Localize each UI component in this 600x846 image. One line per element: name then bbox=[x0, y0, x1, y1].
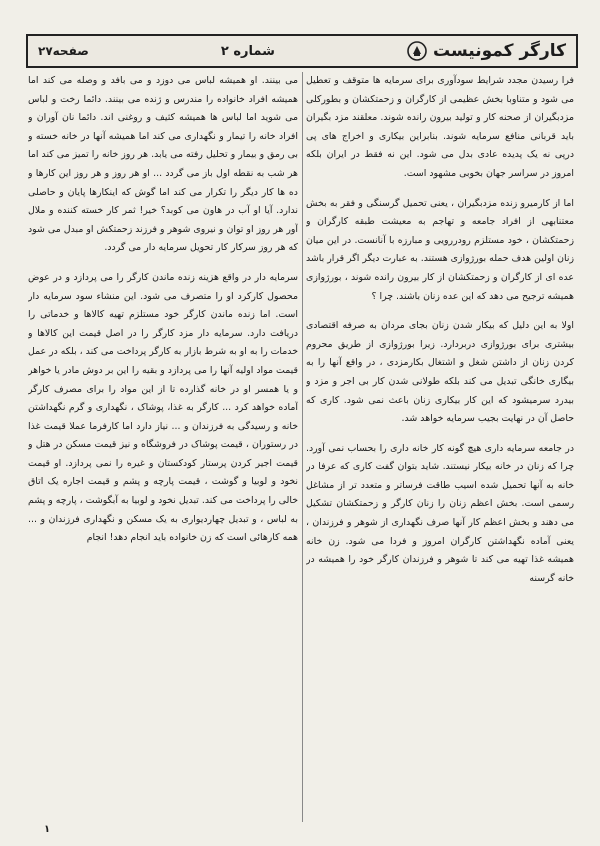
paragraph: اولا به این دلیل که بیکار شدن زنان بجای مردان به صرفه اقتصادی بیشتری برای بورژوازی دربردارد. زیرا بورژوازی از طریق محروم کردن زنان از داشتن شغل و اشتغال بکارمزدی ، در واقع آنها را به بیگاری خانگی تبدیل می کند بلکه طولانی شدن کار بی اجر و مزد و بیدرد سرمیشود که این کار بیکاری زنان باعث نمی شود. کاری که حاصل آن در نهایت بجیب سرمایه خواهد شد. bbox=[306, 320, 574, 425]
column-divider bbox=[302, 72, 303, 822]
paragraph: فرا رسیدن مجدد شرایط سودآوری برای سرمایه ها متوقف و تعطیل می شود و متناوبا بخش عظیمی از کارگران و زحمتکشان و بطورکلی مزدبگیران از صحنه کار و تولید بیرون رانده شوند. معلقند مزد بگیران باید قربانی منافع سرمایه شوند. بنابراین بیکاری و اخراج های پی درپی نه یک پدیده عادی بدل می شود. این نه فقط در ایران بلکه امروز در سراسر جهان بخوبی مشهود است. bbox=[306, 75, 574, 179]
logo-icon bbox=[407, 41, 427, 61]
footer-page-mark: ۱ bbox=[44, 824, 51, 835]
issue-number: شماره ۲ bbox=[220, 43, 275, 59]
right-column bbox=[306, 72, 574, 822]
paragraph: اما از کارمیرو زنده مزدبگیران ، یعنی تحمیل گرسنگی و فقر به بخش معتنابهی از افراد جامعه و تهاجم به معیشت طبقه کارگران و زحمتکشان ، خود مستلزم رودررویی و مبارزه با آنانست. در این میان زنان اولین هدف حمله بورژوازی هستند. به عبارت دیگر اگر قرار باشد عده ای از کارگران و زحمتکشان از کار بیرون رانده شوند ، بورژوازی همیشه ترجیح می دهد که این عده زنان باشند. چرا ؟ bbox=[306, 197, 574, 302]
publication-title bbox=[407, 41, 566, 61]
left-column bbox=[28, 72, 298, 822]
paragraph: در جامعه سرمایه داری هیچ گونه کار خانه داری را بحساب نمی آورد. چرا که زنان در خانه بیکار نیستند. شاید بتوان گفت کاری که عرفا در خانه به آنها تحمیل شده اسیب طاقت فرساتر و متعدد تر از مشاغل رسمی است. بخش اعظم زنان را زنان کارگر و زحمتکشان تشکیل می دهند و بخش اعظم کار آنها صرف نگهداری از شوهر و فرزندان ، یعنی آماده نگهداشتن کارگران امروز و فردا می شود. زن خانه همیشه غذا تهیه می کند تا شوهر و فرزندان کارگر خود را همیشه در خانه گرسنه bbox=[306, 442, 574, 584]
page-header bbox=[26, 34, 578, 68]
masthead-title: کارگر کمونیست bbox=[433, 41, 566, 61]
paragraph: می بینند. او همیشه لباس می دوزد و می بافد و وصله می کند اما همیشه افراد خانواده را مندرس و ژنده می بینند. دائما رخت و لباس می شوید اما لباس ها همیشه کثیف و روغنی اند. دائما نان آوران و افراد خانه را تیمار و نگهداری می کند اما همیشه آنها در خانه خسته و بی رمق و بیمار و تحلیل رفته می یابد. هر روز خانه را تمیز می کند اما هر شب به نقطه اول باز می گردد ... او هر روز و هر روز این کارها و ده ها کار دیگر را تکرار می کند اما گوش که اینکارها پایان و حاصلی ندارد. آیا او آب در هاون می کوبد؟ خیر! ثمر کار خسته کننده و ملال آور هر روز او توان و نیروی شوهر و فرزند زحمتکش او مبدل می شود که هر روز سرکار کار تحویل سرمایه دار می گردد. bbox=[28, 75, 298, 254]
paragraph: سرمایه دار در واقع هزینه زنده ماندن کارگر را می پردازد و در عوض محصول کارکرد او را متصرف می شود. این منشاء سود سرمایه دار است. اما زنده ماندن کارگر خود مستلزم تهیه کالاها و خدماتی را دریافت دارد. سرمایه دار مزد کارگر را در اصل قیمت این کالاها و خدمات را به او به شرط بازار به کارگر پرداخت می کند ، بلکه در عمل قیمت مواد اولیه آنها را می پردازد و بقیه را این بر دوش مادر یا خواهر و یا همسر او در خانه گذارده تا از این مواد را برای مصرف کارگر آماده خواهد کرد ... کارگر به غذا، پوشاک ، نگهداری و گرم نگهداشتن خانه و رسیدگی به فرزندان و ... نیاز دارد اما کارفرما عملا قیمت غذا در رستوران ، قیمت پوشاک در فروشگاه و نیز قیمت مسکن در هتل و قیمت اجیر کردن پرستار کودکستان و غیره را نمی پردازد. او قیمت نخود و لوبیا و گوشت ، قیمت پارچه و پشم و قیمت اجاره یک اتاق خالی را پرداخت می کند. تبدیل نخود و لوبیا به آبگوشت ، پارچه و پشم به لباس ، و تبدیل چهاردیواری به یک مسکن و نگهداری فرزندان و ... همه کارهائی است که زن خانواده باید انجام دهد! انجام bbox=[28, 271, 298, 544]
page-number-label: صفحه۲۷ bbox=[38, 44, 89, 58]
